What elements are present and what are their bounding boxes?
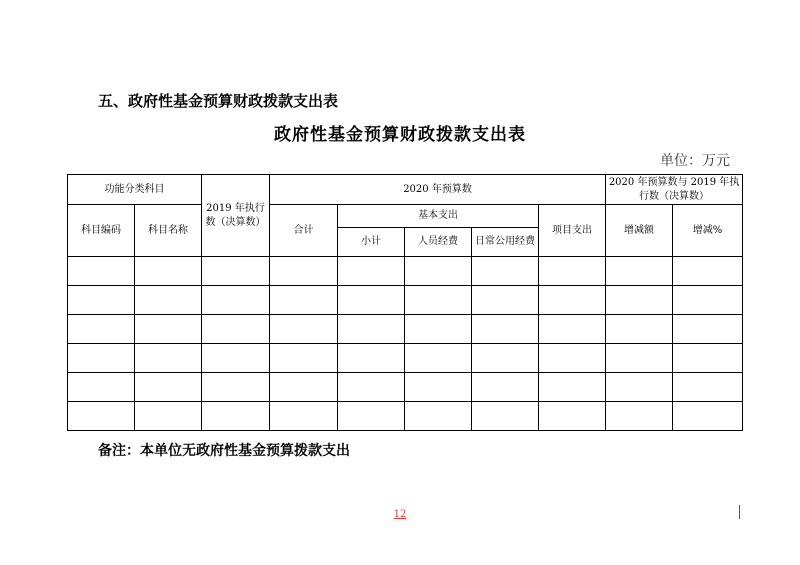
table-cell [202,315,270,344]
header-increase-amount: 增减额 [606,205,673,257]
table-cell [270,286,338,315]
table-cell [472,373,539,402]
table-cell [472,315,539,344]
margin-mark [739,505,740,519]
table-cell [338,286,405,315]
table-cell [673,344,743,373]
table-cell [68,402,135,431]
table-cell [606,286,673,315]
budget-table [67,174,743,431]
table-cell [405,344,472,373]
header-subtotal: 小计 [338,228,405,257]
table-cell [539,257,606,286]
table-cell [472,344,539,373]
table-row [68,373,743,402]
table-cell [270,315,338,344]
table-cell [405,402,472,431]
table-cell [539,286,606,315]
header-row-1 [68,175,743,205]
table-cell [673,373,743,402]
table-cell [472,286,539,315]
table-cell [338,315,405,344]
table-cell [673,315,743,344]
note-text: 备注：本单位无政府性基金预算拨款支出 [98,443,350,459]
header-basic-expense: 基本支出 [338,205,539,228]
table-row [68,402,743,431]
table-cell [338,344,405,373]
table-row [68,315,743,344]
table-cell [68,315,135,344]
table-cell [338,373,405,402]
table-row [68,257,743,286]
table-cell [135,257,202,286]
table-cell [270,257,338,286]
header-exec-2019: 2019 年执行数（决算数） [202,175,270,257]
table-row [68,286,743,315]
header-personnel: 人员经费 [405,228,472,257]
header-row-2 [68,205,743,228]
table-cell [405,315,472,344]
table-cell [405,286,472,315]
table-cell [202,344,270,373]
table-cell [673,402,743,431]
table-cell [539,344,606,373]
header-budget-2020: 2020 年预算数 [270,175,606,205]
header-project-expense: 项目支出 [539,205,606,257]
header-daily-public: 日常公用经费 [472,228,539,257]
page-number: 12 [393,509,407,520]
table-cell [202,402,270,431]
header-subject-code: 科目编码 [68,205,135,257]
table-cell [135,402,202,431]
table-cell [135,286,202,315]
table-cell [202,257,270,286]
header-compare: 2020 年预算数与 2019 年执行数（决算数） [606,175,743,205]
table-cell [539,373,606,402]
table-cell [202,286,270,315]
header-function-class: 功能分类科目 [68,175,202,205]
table-cell [472,402,539,431]
header-subject-name: 科目名称 [135,205,202,257]
table-cell [68,373,135,402]
table-cell [338,402,405,431]
table-cell [338,257,405,286]
table-cell [135,315,202,344]
table-cell [673,286,743,315]
table-cell [202,373,270,402]
table-cell [135,373,202,402]
table-cell [405,373,472,402]
table-cell [606,315,673,344]
table-cell [68,344,135,373]
unit-label: 单位：万元 [660,153,730,169]
table-cell [68,257,135,286]
table-title: 政府性基金预算财政拨款支出表 [274,125,526,145]
table-cell [405,257,472,286]
table-cell [539,315,606,344]
header-total: 合计 [270,205,338,257]
table-cell [270,344,338,373]
table-cell [539,402,606,431]
table-cell [606,344,673,373]
header-increase-pct: 增减% [673,205,743,257]
table-row [68,344,743,373]
section-title: 五、政府性基金预算财政拨款支出表 [98,92,339,110]
table-cell [270,402,338,431]
table-cell [270,373,338,402]
table-cell [606,402,673,431]
table-cell [472,257,539,286]
table-cell [68,286,135,315]
table-cell [135,344,202,373]
table-cell [606,257,673,286]
table-cell [606,373,673,402]
table-cell [673,257,743,286]
